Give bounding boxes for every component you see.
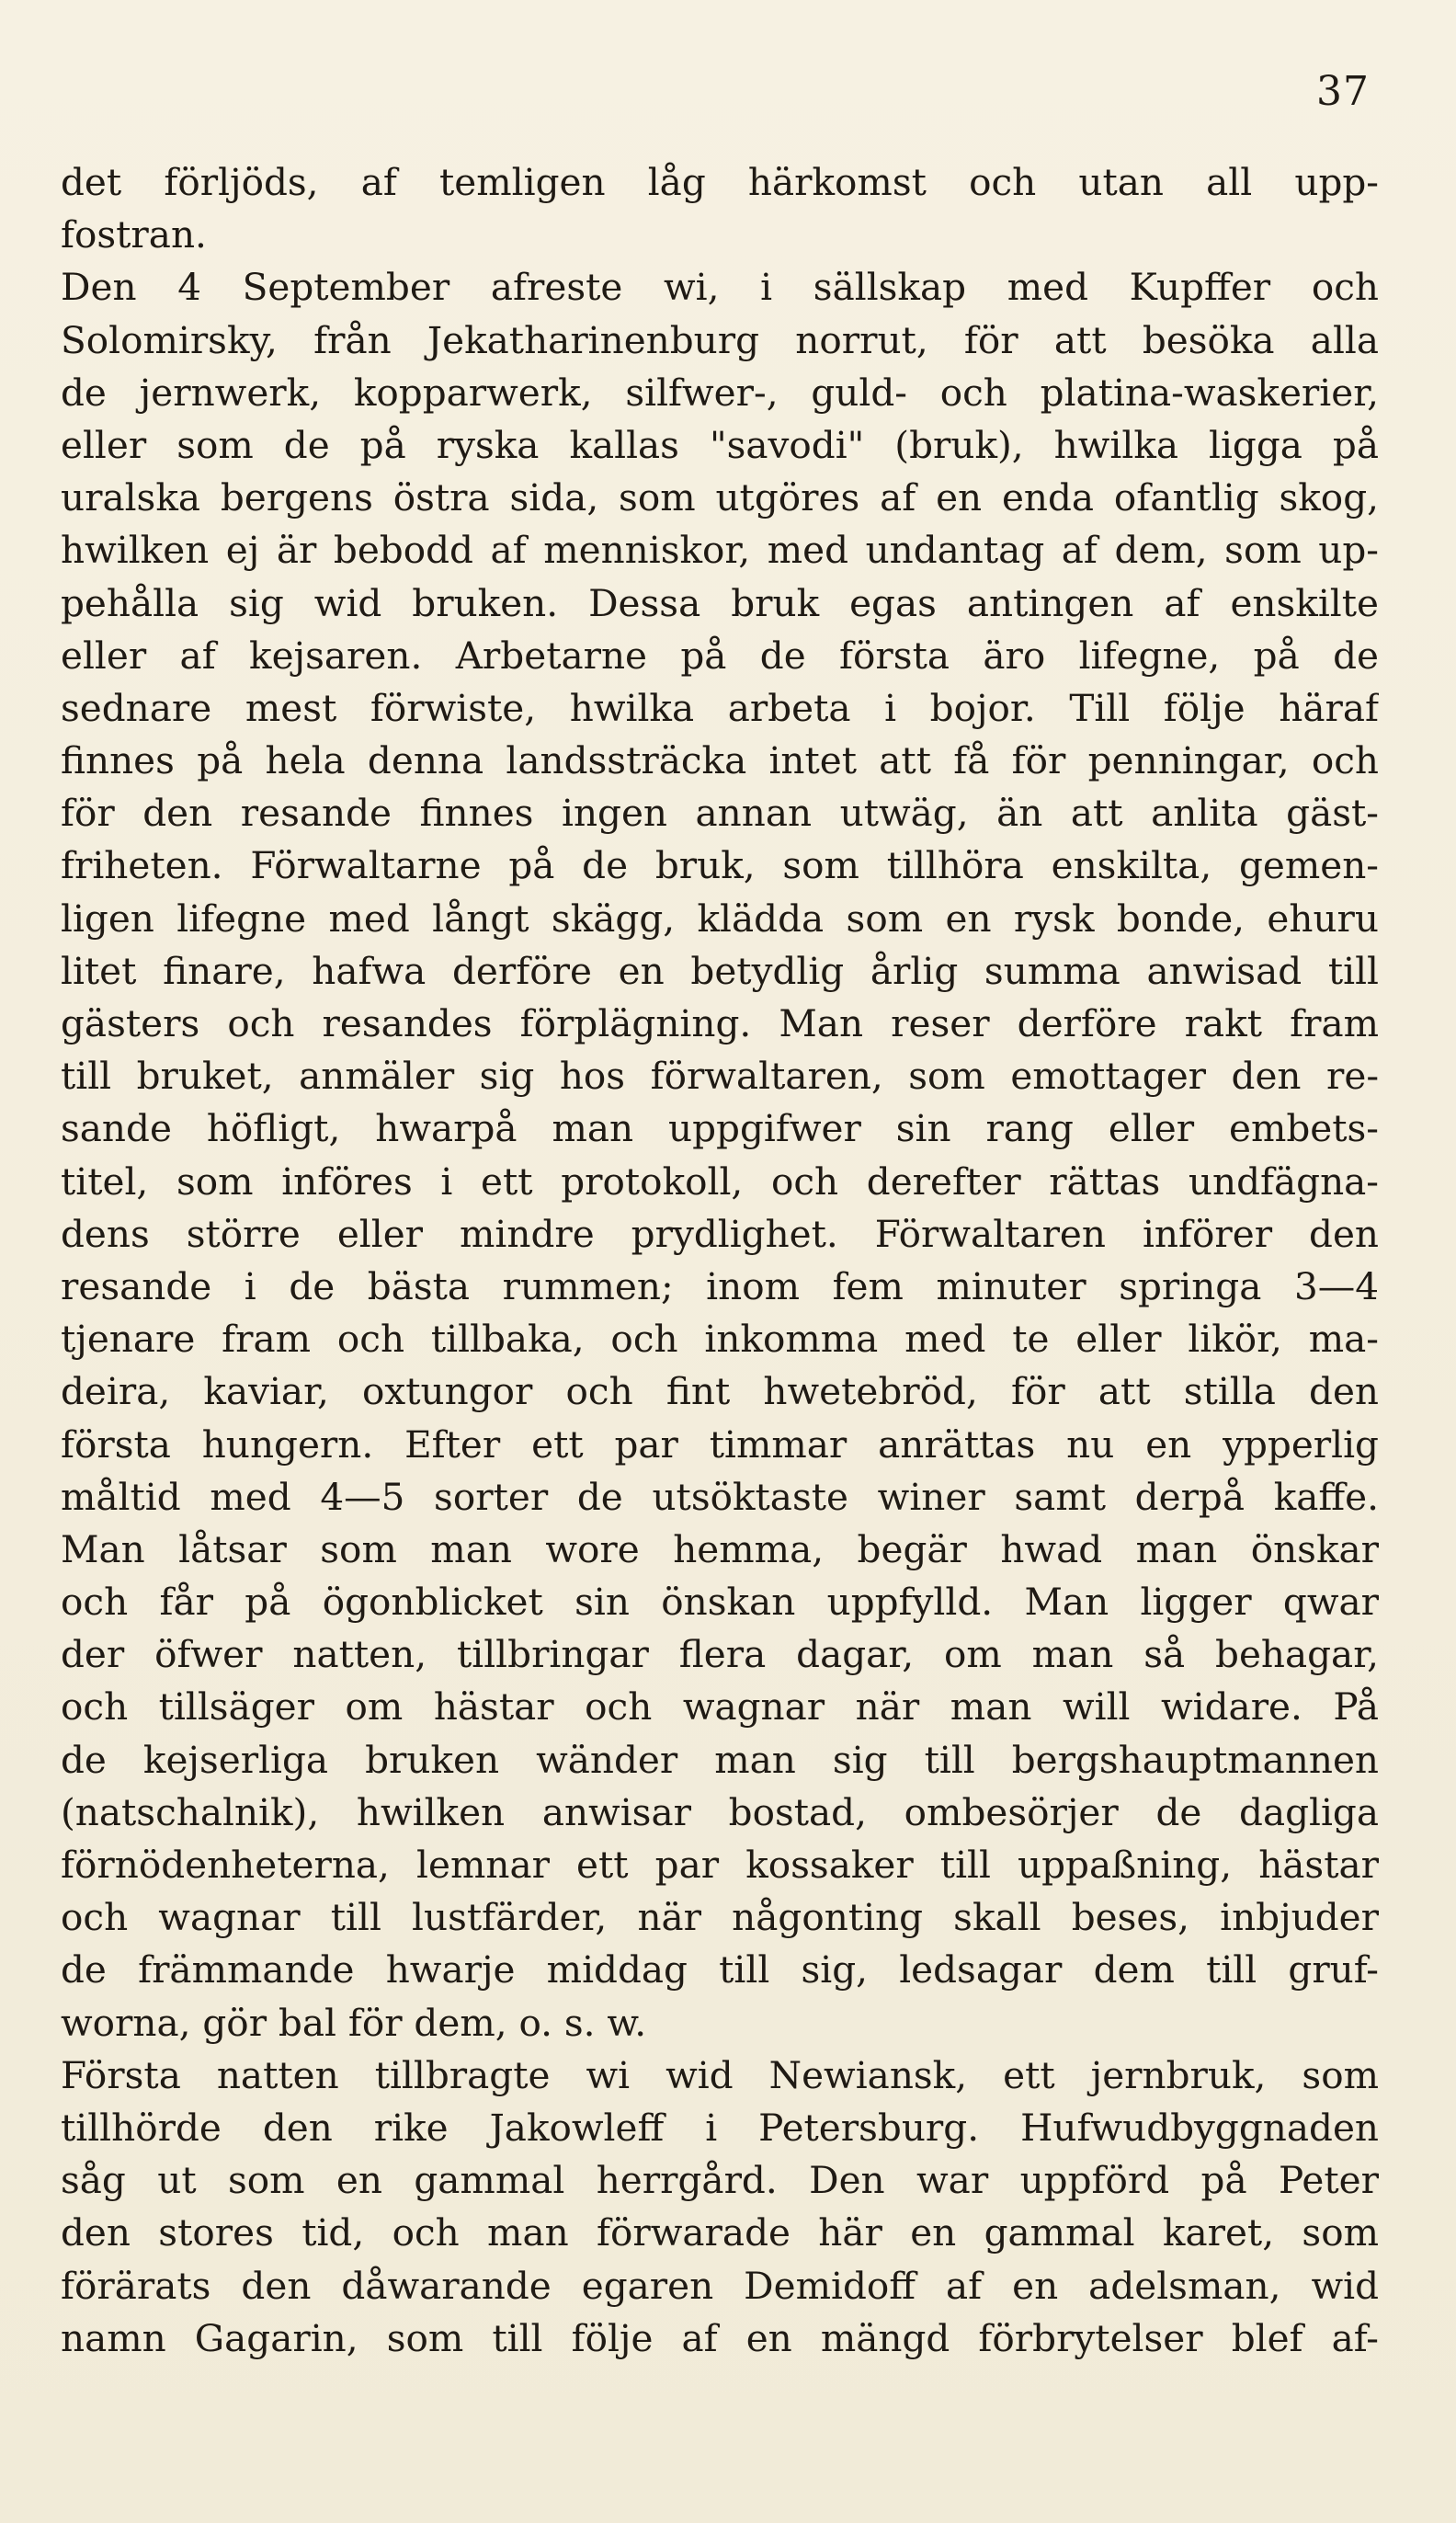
text-line: hwilken ej är bebodd af menniskor, med undantag af dem, som up-: [61, 528, 1379, 573]
text-line: såg ut som en gammal herrgård. Den war uppförd på Peter: [61, 2158, 1379, 2203]
body-text: [61, 156, 1379, 2365]
text-line: första hungern. Efter ett par timmar anrättas nu en ypperlig: [61, 1421, 1379, 1467]
text-line: och wagnar till lustfärder, när någonting skall beses, inbjuder: [61, 1895, 1379, 1940]
text-line: finnes på hela denna landssträcka intet att få för penningar, och: [61, 738, 1379, 783]
text-line: de främmande hwarje middag till sig, ledsagar dem till gruf-: [61, 1947, 1379, 1992]
text-line: sande höfligt, hwarpå man uppgifwer sin rang eller embets-: [61, 1106, 1379, 1151]
text-line: uralska bergens östra sida, som utgöres af en enda ofantlig skog,: [61, 475, 1379, 520]
text-line: sednare mest förwiste, hwilka arbeta i bojor. Till följe häraf: [61, 685, 1379, 730]
text-line: gästers och resandes förplägning. Man reser derföre rakt fram: [61, 1001, 1379, 1045]
page-number: 37: [1316, 68, 1370, 115]
text-line: tillhörde den rike Jakowleff i Petersburg. Hufwudbyggnaden: [61, 2105, 1379, 2150]
text-line: förärats den dåwarande egaren Demidoff af en adelsman, wid: [61, 2263, 1379, 2308]
text-line: Solomirsky, från Jekatharinenburg norrut, för att besöka alla: [61, 317, 1379, 362]
text-line: ligen lifegne med långt skägg, klädda som en rysk bonde, ehuru: [61, 896, 1379, 941]
text-line: och får på ögonblicket sin önskan uppfylld. Man ligger qwar: [61, 1580, 1379, 1625]
text-line: fostran.: [61, 212, 207, 257]
text-line: friheten. Förwaltarne på de bruk, som tillhöra enskilta, gemen-: [61, 843, 1379, 888]
text-line: tjenare fram och tillbaka, och inkomma med te eller likör, ma-: [61, 1317, 1379, 1362]
text-line: de jernwerk, kopparwerk, silfwer-, guld- och platina-waskerier,: [61, 370, 1379, 415]
text-line: namn Gagarin, som till följe af en mängd förbrytelser blef af-: [61, 2315, 1379, 2360]
text-line: för den resande finnes ingen annan utwäg, än att anlita gäst-: [61, 791, 1379, 836]
text-line: förnödenheterna, lemnar ett par kossaker till uppaßning, hästar: [61, 1843, 1379, 1887]
text-line: resande i de bästa rummen; inom fem minuter springa 3—4: [61, 1263, 1379, 1308]
text-line: titel, som införes i ett protokoll, och derefter rättas undfägna-: [61, 1159, 1379, 1204]
text-line: pehålla sig wid bruken. Dessa bruk egas antingen af enskilte: [61, 580, 1379, 625]
text-line: det förljöds, af temligen låg härkomst och utan all upp-: [61, 160, 1379, 204]
text-line: Man låtsar som man wore hemma, begär hwad man önskar: [61, 1526, 1379, 1571]
text-line: (natschalnik), hwilken anwisar bostad, ombesörjer de dagliga: [61, 1789, 1379, 1834]
text-line: till bruket, anmäler sig hos förwaltaren, som emottager den re-: [61, 1054, 1379, 1099]
text-line: och tillsäger om hästar och wagnar när man will widare. På: [61, 1684, 1379, 1730]
text-line: Första natten tillbragte wi wid Newiansk, ett jernbruk, som: [61, 2052, 1379, 2097]
text-line: der öfwer natten, tillbringar flera dagar, om man så behagar,: [61, 1632, 1379, 1677]
text-line: worna, gör bal för dem, o. s. w.: [61, 2000, 647, 2045]
text-line: eller af kejsaren. Arbetarne på de första äro lifegne, på de: [61, 633, 1379, 678]
text-line: litet finare, hafwa derföre en betydlig årlig summa anwisad till: [61, 948, 1379, 993]
text-line: Den 4 September afreste wi, i sällskap med Kupffer och: [61, 265, 1379, 310]
text-line: måltid med 4—5 sorter de utsöktaste winer samt derpå kaffe.: [61, 1474, 1379, 1519]
text-line: deira, kaviar, oxtungor och fint hwetebröd, för att stilla den: [61, 1369, 1379, 1414]
text-line: dens större eller mindre prydlighet. Förwaltaren införer den: [61, 1211, 1379, 1256]
text-line: de kejserliga bruken wänder man sig till bergshauptmannen: [61, 1737, 1379, 1782]
text-line: eller som de på ryska kallas "savodi" (bruk), hwilka ligga på: [61, 422, 1379, 467]
text-line: den stores tid, och man förwarade här en gammal karet, som: [61, 2210, 1379, 2255]
